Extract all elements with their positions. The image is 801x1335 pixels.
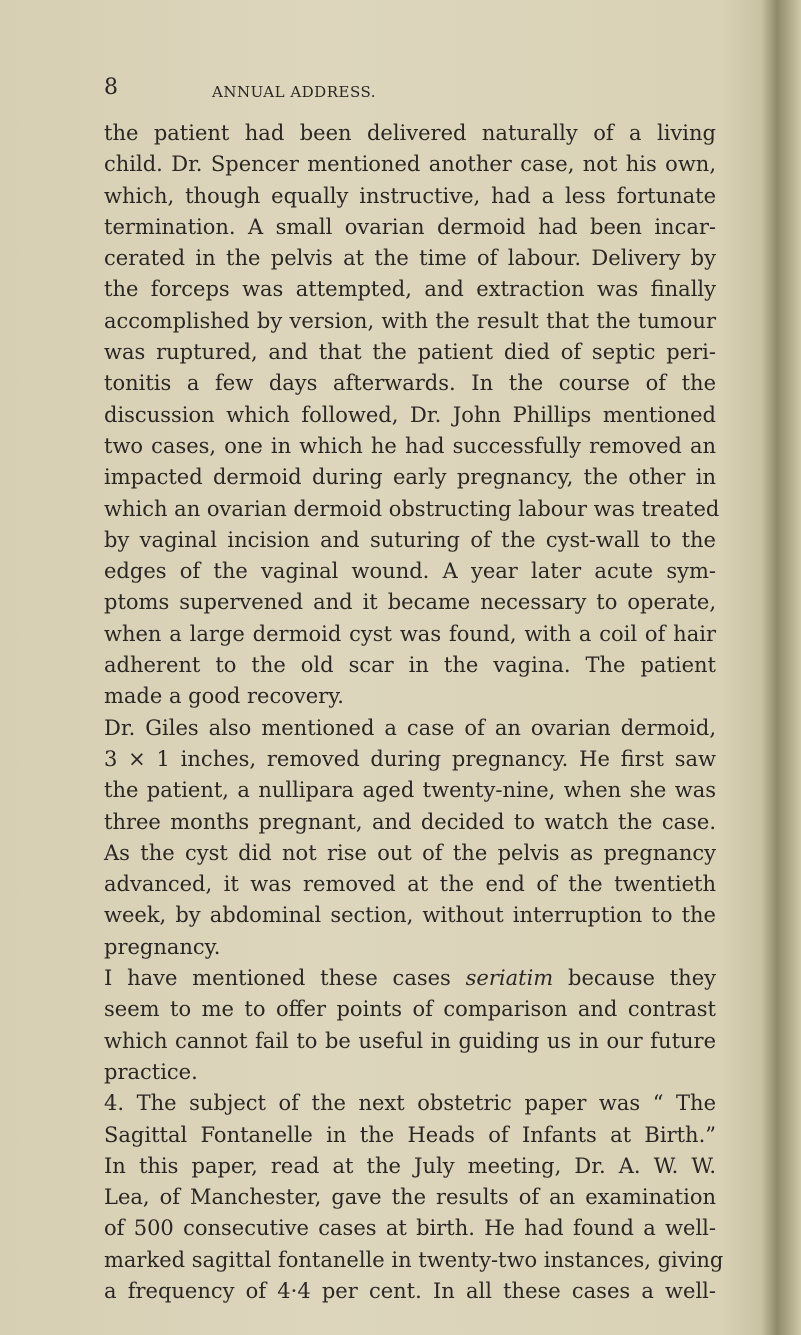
text-line: As the cyst did not rise out of the pelvis as pregnancy — [104, 840, 716, 865]
text-line: the patient had been delivered naturally of a living — [104, 121, 716, 145]
running-title: ANNUAL ADDRESS. — [212, 83, 376, 101]
text-line: three months pregnant, and decided to watch the case. — [104, 809, 716, 834]
text-line: practice. — [104, 1059, 198, 1084]
text-line — [104, 963, 716, 994]
text-line: Dr. Giles also mentioned a case of an ovarian dermoid, — [104, 715, 716, 740]
text-line: by vaginal incision and suturing of the cyst-wall to the — [104, 527, 716, 552]
text-line: which, though equally instructive, had a less fortunate — [104, 183, 716, 208]
text-line: discussion which followed, Dr. John Phillips mentioned — [104, 402, 716, 427]
text-line: seem to me to offer points of comparison and contrast — [104, 997, 716, 1022]
text-line: impacted dermoid during early pregnancy, the other in — [104, 465, 716, 490]
text-line: a frequency of 4·4 per cent. In all these cases a well- — [104, 1278, 716, 1303]
italic-word: seriatim — [465, 966, 554, 991]
text-line: cerated in the pelvis at the time of labour. Delivery by — [104, 246, 716, 271]
text-line: 3 × 1 inches, removed during pregnancy. He first saw — [104, 746, 716, 771]
text-line: which an ovarian dermoid obstructing labour was treated — [104, 496, 720, 521]
text-line: advanced, it was removed at the end of the twentieth — [104, 872, 716, 897]
text-line: pregnancy. — [104, 934, 221, 959]
text-line: Lea, of Manchester, gave the results of an examination — [104, 1185, 716, 1210]
text-line: the forceps was attempted, and extraction was finally — [104, 277, 716, 302]
text-segment: I have mentioned these cases — [104, 966, 466, 991]
text-line: two cases, one in which he had successfully removed an — [104, 433, 716, 458]
text-line: week, by abdominal section, without interruption to the — [104, 903, 716, 928]
text-line: termination. A small ovarian dermoid had been incar- — [104, 214, 716, 239]
text-line: In this paper, read at the July meeting, Dr. A. W. W. — [104, 1153, 716, 1178]
text-line: edges of the vaginal wound. A year later acute sym- — [104, 559, 716, 584]
text-line: tonitis a few days afterwards. In the course of the — [104, 371, 716, 396]
text-line: ptoms supervened and it became necessary to operate, — [104, 590, 716, 615]
text-line: 4. The subject of the next obstetric paper was “ The — [104, 1091, 716, 1116]
page-number: 8 — [104, 75, 118, 100]
text-line: of 500 consecutive cases at birth. He had found a well- — [104, 1216, 716, 1241]
text-segment: because they — [553, 966, 716, 991]
text-line: child. Dr. Spencer mentioned another case, not his own, — [104, 152, 716, 177]
text-line: the patient, a nullipara aged twenty-nine, when she was — [104, 778, 716, 803]
body-text — [104, 118, 724, 1307]
text-line: Sagittal Fontanelle in the Heads of Infants at Birth.” — [104, 1122, 716, 1147]
text-line: marked sagittal fontanelle in twenty-two instances, giving — [104, 1247, 724, 1272]
text-line: when a large dermoid cyst was found, with a coil of hair — [104, 621, 716, 646]
text-line: which cannot fail to be useful in guiding us in our future — [104, 1028, 716, 1053]
text-line: was ruptured, and that the patient died of septic peri- — [104, 340, 716, 365]
text-line: accomplished by version, with the result that the tumour — [104, 308, 716, 333]
text-line: made a good recovery. — [104, 684, 344, 709]
text-line: adherent to the old scar in the vagina. The patient — [104, 653, 716, 678]
